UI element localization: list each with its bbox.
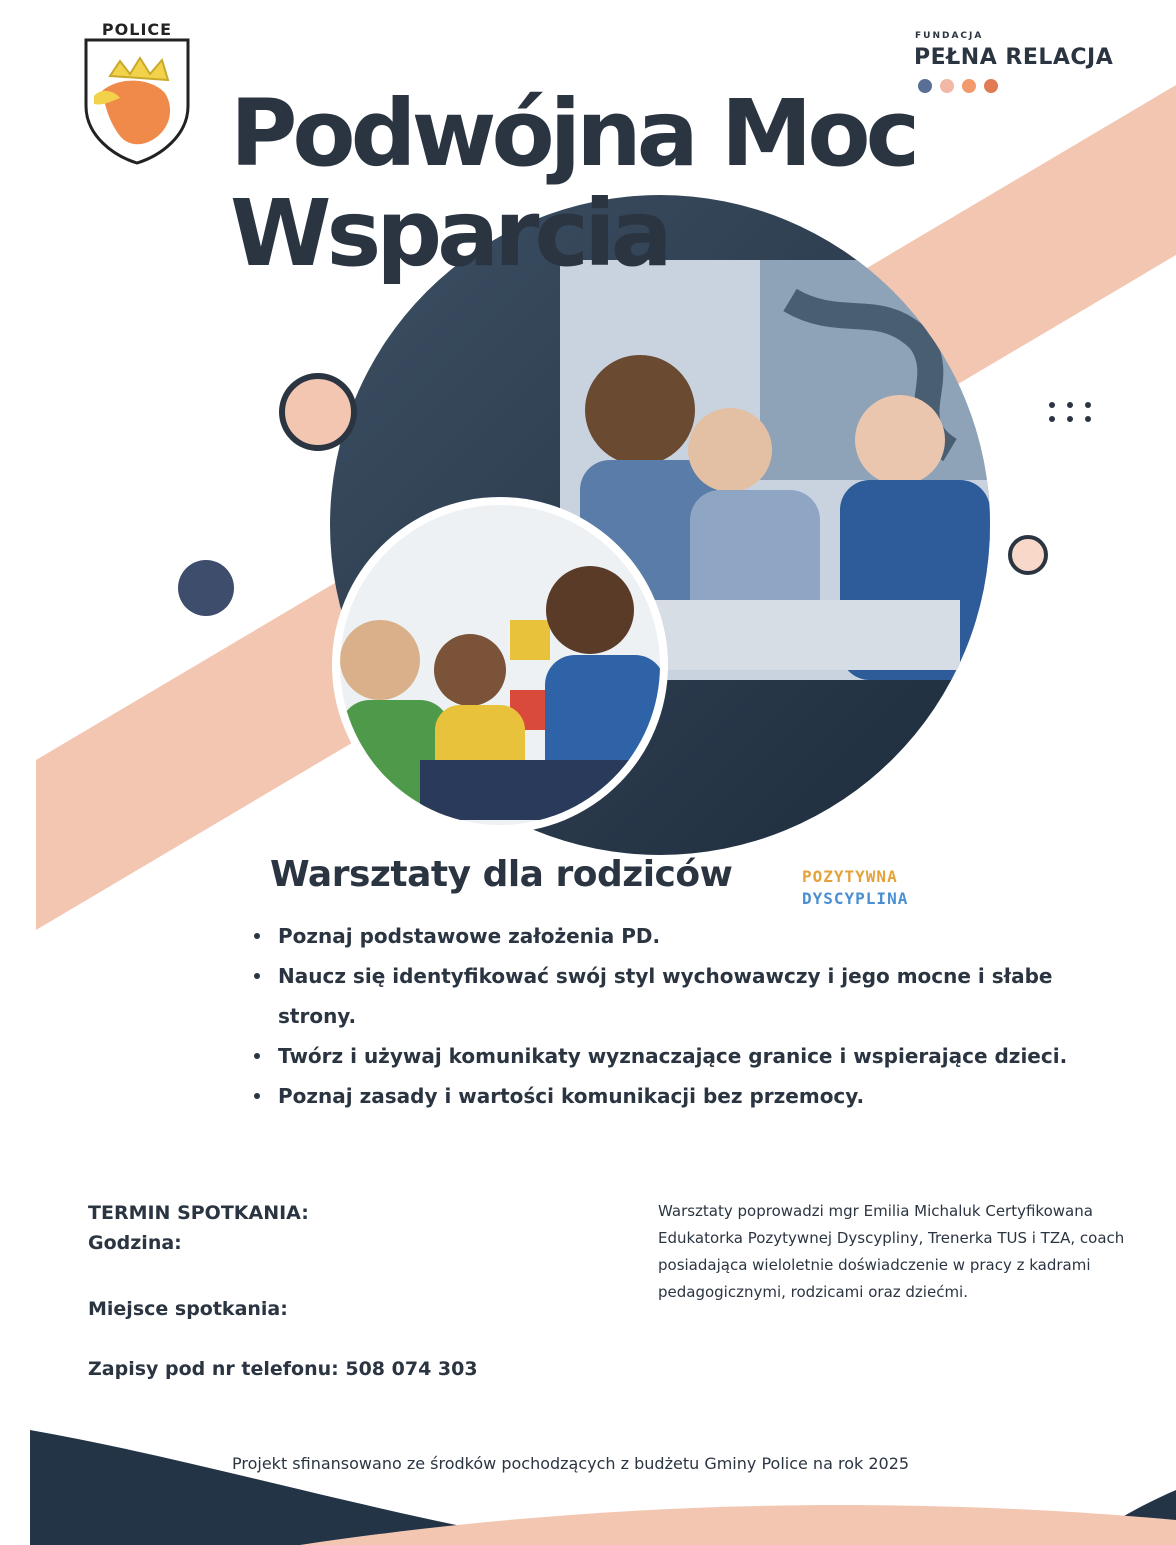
bullet-item: Poznaj zasady i wartości komunikacji bez przemocy. (248, 1076, 1108, 1116)
logo-line-1: POZYTYWNA (802, 867, 898, 886)
page-title (230, 80, 916, 287)
workshop-bullet-list (248, 916, 1108, 1116)
workshop-heading: Warsztaty dla rodziców (270, 854, 733, 895)
signup-phone-label: Zapisy pod nr telefonu: 508 074 303 (88, 1358, 478, 1380)
crest-label: POLICE (101, 20, 173, 39)
bullet-item: Naucz się identyfikować swój styl wychowawczy i jego mocne i słabe strony. (248, 956, 1108, 1036)
bullet-item: Twórz i używaj komunikaty wyznaczające granice i wspierające dzieci. (248, 1036, 1108, 1076)
trainer-description: Warsztaty poprowadzi mgr Emilia Michaluk Certyfikowana Edukatorka Pozytywnej Dyscypliny, Trenerka TUS i TZA, coach posiadająca wieloletnie doświadczenie w pracy z kadrami pedagogicznymi, rodzicami oraz dziećmi. (658, 1202, 1125, 1301)
org-dot (918, 79, 932, 93)
org-dot (940, 79, 954, 93)
ring-top-left (282, 376, 354, 448)
logo-line-2: DYSCYPLINA (802, 889, 909, 908)
bullet-item: Poznaj podstawowe założenia PD. (248, 916, 1108, 956)
org-dot (984, 79, 998, 93)
title-line-1: Podwójna Moc (230, 80, 916, 187)
organization-dots (918, 79, 998, 93)
dot-grid (1049, 402, 1091, 422)
org-dot (962, 79, 976, 93)
meeting-term-label: TERMIN SPOTKANIA: (88, 1202, 309, 1224)
positive-discipline-logo (802, 866, 908, 910)
navy-dot-left (178, 560, 234, 616)
meeting-place-label: Miejsce spotkania: (88, 1298, 288, 1320)
meeting-hour-label: Godzina: (88, 1232, 182, 1254)
organization-kicker: FUNDACJA (915, 31, 984, 41)
title-line-2: Wsparcia (230, 180, 668, 287)
meeting-info (88, 1198, 478, 1384)
police-crest-icon (80, 36, 194, 166)
funding-note: Projekt sfinansowano ze środków pochodzących z budżetu Gminy Police na rok 2025 (232, 1454, 910, 1473)
organization-name: PEŁNA RELACJA (914, 45, 1114, 70)
ring-right (1010, 537, 1046, 573)
